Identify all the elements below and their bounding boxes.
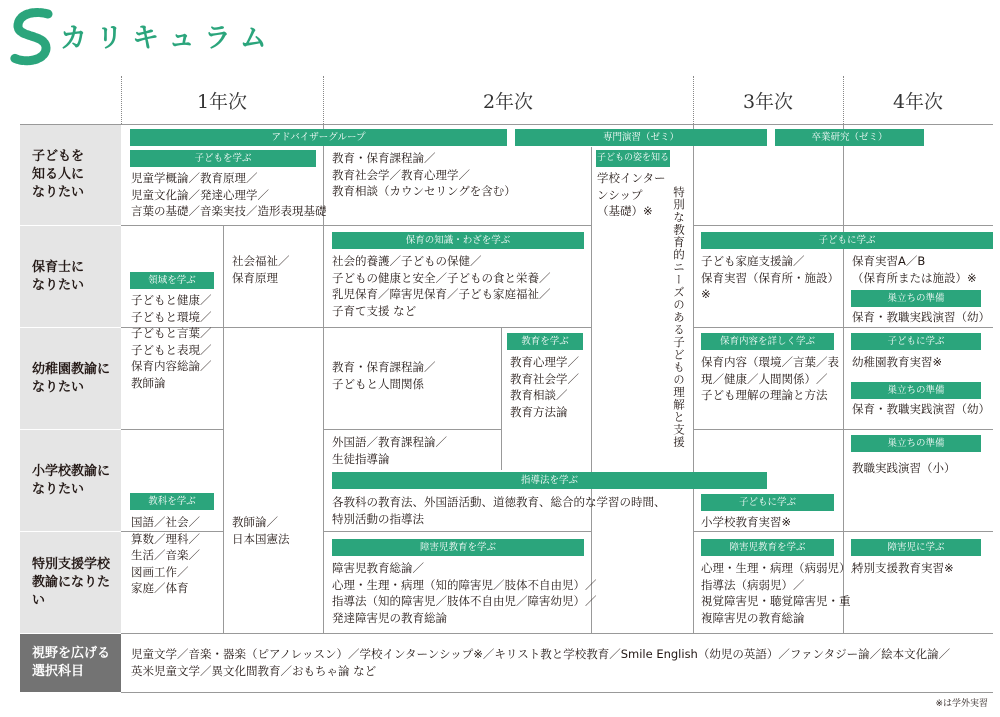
prep-bar-3: 巣立ちの準備	[851, 435, 981, 452]
cell-domain: 子どもと健康／ 子どもと環境／ 子どもと言葉／ 子どもと表現／ 保育内容総論／ 教師論	[131, 293, 212, 390]
cell-nursery-year3: 子ども家庭支援論／ 保育実習（保育所・施設） ※	[701, 254, 839, 301]
cell-social-welfare: 社会福祉／ 保育原理	[232, 254, 290, 285]
cell-subject: 国語／社会／ 算数／理科／ 生活／音楽／ 図画工作／ 家庭／体育	[131, 515, 200, 595]
cell-method: 各教科の教育法、外国語活動、道徳教育、総合的な学習の時間、 特別活動の指導法	[332, 495, 666, 526]
row-head-special: 特別支援学校 教諭になりたい	[20, 532, 121, 633]
year-divider	[693, 76, 694, 124]
row-head-elementary: 小学校教諭に なりたい	[20, 430, 121, 531]
learn-child-bar-5: 子どもに学ぶ	[701, 494, 834, 511]
disability-bar-3: 障害児教育を学ぶ	[701, 539, 834, 556]
thesis-bar: 卒業研究（ゼミ）	[775, 129, 924, 146]
cell-practice-kinder-2: 保育・教職実践演習（幼）	[852, 402, 990, 416]
subject-bar: 教科を学ぶ	[130, 493, 214, 510]
table-end-line	[121, 692, 993, 693]
row-line	[121, 429, 223, 430]
education-bar: 教育を学ぶ	[507, 333, 583, 350]
method-bar: 指導法を学ぶ	[332, 472, 767, 489]
advisor-group-bar: アドバイザーグループ	[130, 129, 507, 146]
cell-kinder-year3: 保育内容（環境／言葉／表 現／健康／人間関係）／ 子ども理解の理論と方法	[701, 355, 839, 402]
cell-nursery-year2: 社会的養護／子どもの保健／ 子どもの健康と安全／子どもの食と栄養／ 乳児保育／障害児保育／子ども家庭福祉／ 子育て支援 など	[332, 254, 551, 318]
row-line	[323, 531, 591, 532]
page-title: カリキュラム	[60, 23, 276, 54]
cell-kinder-practice: 幼稚園教育実習※	[852, 355, 943, 369]
learn-child-bar-4: 子どもに学ぶ	[851, 333, 981, 350]
cell-practice-elem: 教職実践演習（小）	[852, 461, 956, 475]
prep-bar-1: 巣立ちの準備	[851, 290, 981, 307]
row-head-child: 子どもを 知る人に なりたい	[20, 124, 121, 225]
care-detail-bar: 保育内容を詳しく学ぶ	[701, 333, 834, 350]
col-line	[501, 327, 502, 470]
year-divider	[323, 76, 324, 124]
cell-foreign: 外国語／教育課程論／ 生徒指導論	[332, 435, 447, 466]
cell-education: 教育心理学／ 教育社会学／ 教育相談／ 教育方法論	[510, 355, 579, 419]
cell-special-year2: 障害児教育総論／ 心理・生理・病理（知的障害児／肢体不自由児）／ 指導法（知的障害児／肢体不自由児／障害幼児）／ 発達障害児の教育総論	[332, 561, 597, 625]
table-bottom-line	[121, 633, 993, 634]
row-line	[121, 225, 591, 226]
cell-kinder-year2: 教育・保育課程論／ 子どもと人間関係	[332, 360, 436, 391]
cell-practice-kinder-1: 保育・教職実践演習（幼）	[852, 310, 990, 324]
know-child-bar: 子どもの姿を知る	[596, 150, 670, 167]
year-3-header: 3年次	[742, 91, 794, 113]
table-top-line	[20, 124, 993, 125]
cell-special-practice: 特別支援教育実習※	[852, 561, 954, 575]
col-line	[223, 226, 224, 633]
domain-bar: 領域を学ぶ	[130, 272, 214, 289]
year-1-header: 1年次	[196, 91, 248, 113]
cell-child-year1: 児童学概論／教育原理／ 児童文化論／発達心理学／ 言葉の基礎／音楽実技／造形表現基礎	[131, 171, 327, 218]
seminar-bar: 専門演習（ゼミ）	[515, 129, 767, 146]
learn-child-bar: 子どもを学ぶ	[130, 150, 316, 167]
row-line	[693, 531, 843, 532]
learn-disability-bar: 障害児に学ぶ	[851, 539, 981, 556]
cell-elective: 児童文学／音楽・器楽（ピアノレッスン）／学校インターンシップ※／キリスト教と学校教育／Smile English（幼児の英語）／ファンタジー論／絵本文化論／ 英米児童文学／異文化間教育／おもちゃ論 など	[131, 647, 951, 678]
prep-bar-2: 巣立ちの準備	[851, 382, 981, 399]
logo-icon	[10, 8, 54, 66]
footnote: ※は学外実習	[935, 699, 988, 709]
cell-child-year2: 教育・保育課程論／ 教育社会学／教育心理学／ 教育相談（カウンセリングを含む）	[332, 151, 516, 198]
row-line	[20, 225, 121, 226]
row-line	[843, 531, 993, 532]
year-divider	[843, 76, 844, 124]
row-line	[323, 429, 501, 430]
learn-child-bar-3: 子どもに学ぶ	[701, 232, 993, 249]
col-line	[693, 124, 694, 633]
cell-elem-practice: 小学校教育実習※	[701, 515, 792, 529]
row-head-kindergarten: 幼稚園教諭に なりたい	[20, 328, 121, 429]
year-4-header: 4年次	[892, 91, 944, 113]
nursery-skill-bar: 保育の知識・わざを学ぶ	[332, 232, 584, 249]
cell-special-year3: 心理・生理・病理（病弱児）／ 指導法（病弱児）／ 視覚障害児・聴覚障害児・重 複障害児の教育総論	[701, 561, 862, 625]
year-2-header: 2年次	[482, 91, 534, 113]
col-line	[843, 124, 844, 633]
cell-internship: 学校インター ンシップ （基礎）※	[597, 171, 666, 218]
year-divider	[121, 76, 122, 124]
vertical-special-needs: 特別な教育的ニーズのある子どもの理解と支援	[672, 186, 686, 449]
cell-nursery-year4: 保育実習A／B （保育所または施設）※	[852, 254, 977, 285]
disability-bar-2: 障害児教育を学ぶ	[332, 539, 584, 556]
cell-teacher: 教師論／ 日本国憲法	[232, 515, 290, 546]
row-head-elective: 視野を広げる 選択科目	[20, 634, 121, 692]
row-head-nursery: 保育士に なりたい	[20, 226, 121, 327]
